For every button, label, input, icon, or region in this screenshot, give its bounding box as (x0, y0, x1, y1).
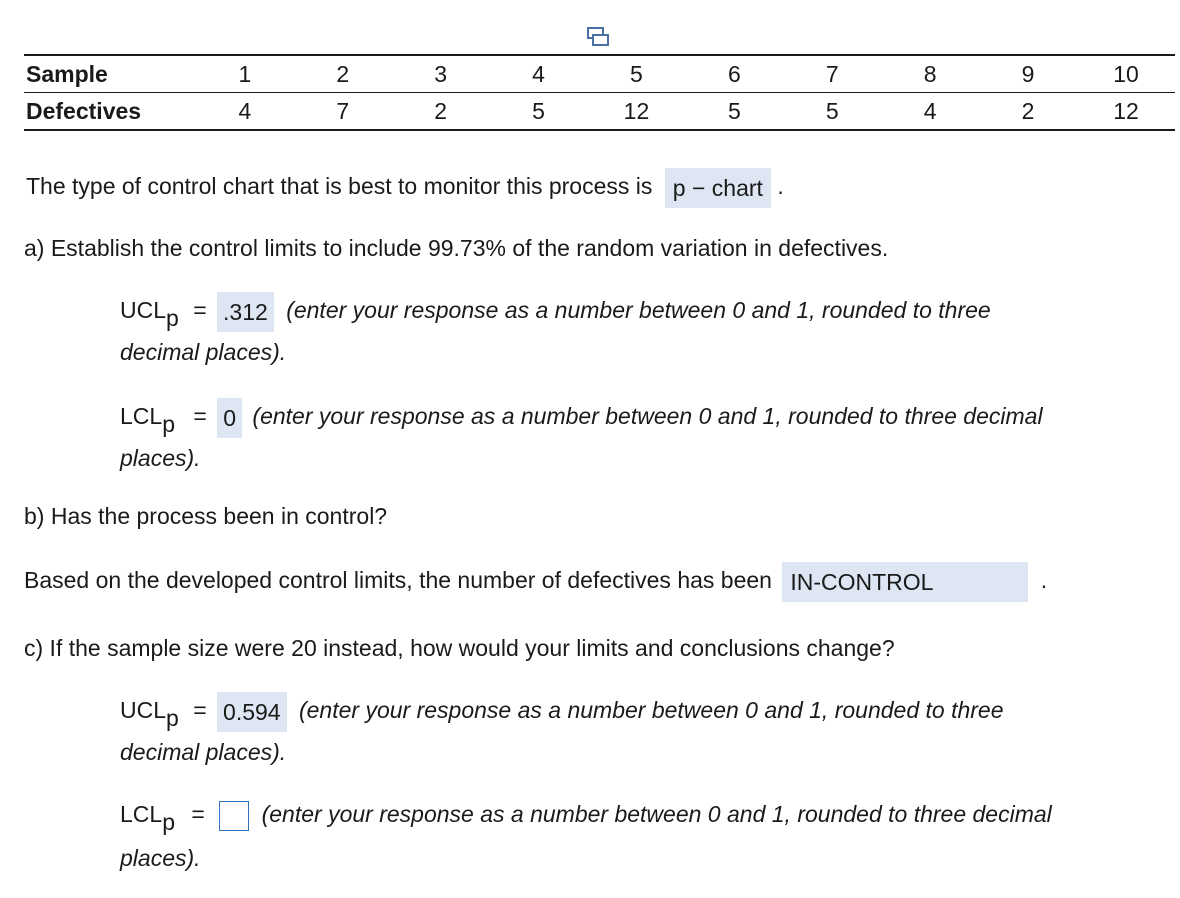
row-header-defectives: Defectives (26, 97, 142, 124)
chart-type-text: The type of control chart that is best to monitor this process is (26, 173, 653, 200)
period: . (777, 173, 784, 200)
ucl-answer[interactable]: .312 (217, 292, 274, 332)
table-cell: 5 (588, 55, 686, 93)
part-c-lcl (120, 800, 1052, 835)
equals-sign: = (191, 801, 205, 827)
part-c-ucl (120, 692, 1004, 732)
table-cell: 10 (1077, 55, 1175, 93)
lcl-instructions: (enter your response as a number between 0 and 1, rounded to three decimal (252, 403, 1043, 430)
table-cell: 5 (727, 97, 741, 124)
table-cell: 3 (392, 55, 490, 93)
period: . (1040, 567, 1048, 594)
table-cell: 12 (623, 97, 650, 124)
table-cell: 7 (336, 97, 350, 124)
table-cell: 7 (783, 55, 881, 93)
lcl-instructions: (enter your response as a number between 0 and 1, rounded to three decimal (261, 801, 1052, 827)
ucl-answer[interactable]: 0.594 (217, 692, 287, 732)
ucl-label: UCLp (120, 297, 179, 332)
copy-table-icon[interactable] (586, 26, 610, 48)
lcl-input[interactable] (219, 801, 249, 831)
table-row-sample (24, 55, 1175, 93)
table-cell: 5 (532, 97, 545, 124)
part-b-prompt: b) Has the process been in control? (24, 503, 388, 529)
ucl-instructions: (enter your response as a number between 0 and 1, rounded to three (298, 697, 1004, 724)
lcl-instructions-cont: places). (120, 445, 201, 471)
lcl-answer[interactable]: 0 (217, 398, 242, 438)
part-b-answer-line (24, 562, 1047, 602)
table-cell: 5 (825, 97, 839, 124)
table-cell: 4 (490, 55, 588, 93)
table-cell: 2 (294, 55, 392, 93)
equals-sign: = (193, 697, 207, 724)
ucl-instructions: (enter your response as a number between 0 and 1, rounded to three (286, 297, 991, 324)
ucl-instructions-cont: decimal places). (120, 739, 287, 765)
table-cell: 4 (238, 97, 252, 124)
ucl-label: UCLp (120, 697, 179, 732)
control-status-answer[interactable]: IN-CONTROL (782, 562, 1028, 602)
part-a-lcl (120, 398, 1043, 438)
table-cell: 2 (1021, 97, 1035, 124)
chart-type-answer[interactable]: p − chart (665, 168, 771, 208)
row-header-sample: Sample (24, 55, 196, 93)
table-cell: 4 (923, 97, 937, 124)
equals-sign: = (193, 403, 207, 430)
lcl-label: LCLp (120, 403, 175, 438)
data-table (24, 54, 1175, 131)
table-cell: 9 (979, 55, 1077, 93)
equals-sign: = (193, 297, 207, 324)
ucl-instructions-cont: decimal places). (120, 339, 287, 365)
part-a-ucl (120, 292, 991, 332)
table-cell: 8 (881, 55, 979, 93)
chart-type-question (26, 168, 784, 208)
lcl-instructions-cont: places). (120, 845, 201, 871)
part-c-prompt: c) If the sample size were 20 instead, how would your limits and conclusions change? (24, 635, 895, 661)
lcl-label: LCLp (120, 801, 175, 835)
table-cell: 1 (196, 55, 294, 93)
table-cell: 2 (434, 97, 448, 124)
table-cell: 6 (685, 55, 783, 93)
part-b-text: Based on the developed control limits, the number of defectives has been (24, 567, 772, 594)
table-cell: 12 (1113, 97, 1139, 124)
part-a-prompt: a) Establish the control limits to include 99.73% of the random variation in defectives. (24, 235, 889, 261)
table-row-defectives (24, 93, 1175, 131)
